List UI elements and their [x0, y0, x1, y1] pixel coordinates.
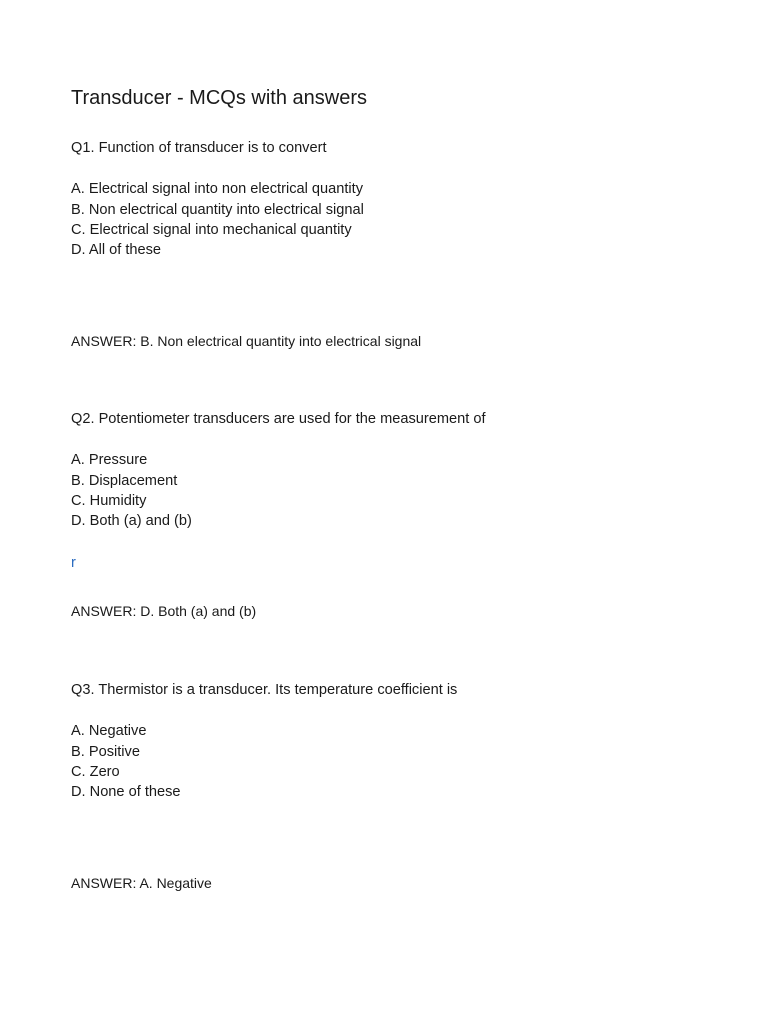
question-3-option-a: A. Negative	[71, 723, 147, 739]
question-3-option-b: B. Positive	[71, 744, 140, 760]
question-1-answer: ANSWER: B. Non electrical quantity into electrical signal	[71, 333, 422, 349]
question-3-answer: ANSWER: A. Negative	[71, 875, 212, 891]
question-1-option-d: D. All of these	[71, 242, 162, 258]
page-title: Transducer - MCQs with answers	[71, 87, 367, 109]
question-1-text: Q1. Function of transducer is to convert	[71, 140, 327, 156]
question-2-option-b: B. Displacement	[71, 473, 178, 489]
question-1-option-c: C. Electrical signal into mechanical quantity	[71, 222, 352, 238]
question-2-text: Q2. Potentiometer transducers are used for the measurement of	[71, 411, 486, 427]
stray-link-text[interactable]: r	[71, 555, 76, 571]
question-2-option-a: A. Pressure	[71, 452, 148, 468]
question-1-option-b: B. Non electrical quantity into electrical signal	[71, 202, 364, 218]
question-2-option-c: C. Humidity	[71, 493, 147, 509]
question-3-option-d: D. None of these	[71, 784, 181, 800]
question-1-option-a: A. Electrical signal into non electrical quantity	[71, 181, 364, 197]
question-3-text: Q3. Thermistor is a transducer. Its temperature coefficient is	[71, 682, 458, 698]
question-2-option-d: D. Both (a) and (b)	[71, 513, 192, 529]
question-2-answer: ANSWER: D. Both (a) and (b)	[71, 603, 257, 619]
question-3-option-c: C. Zero	[71, 764, 120, 780]
